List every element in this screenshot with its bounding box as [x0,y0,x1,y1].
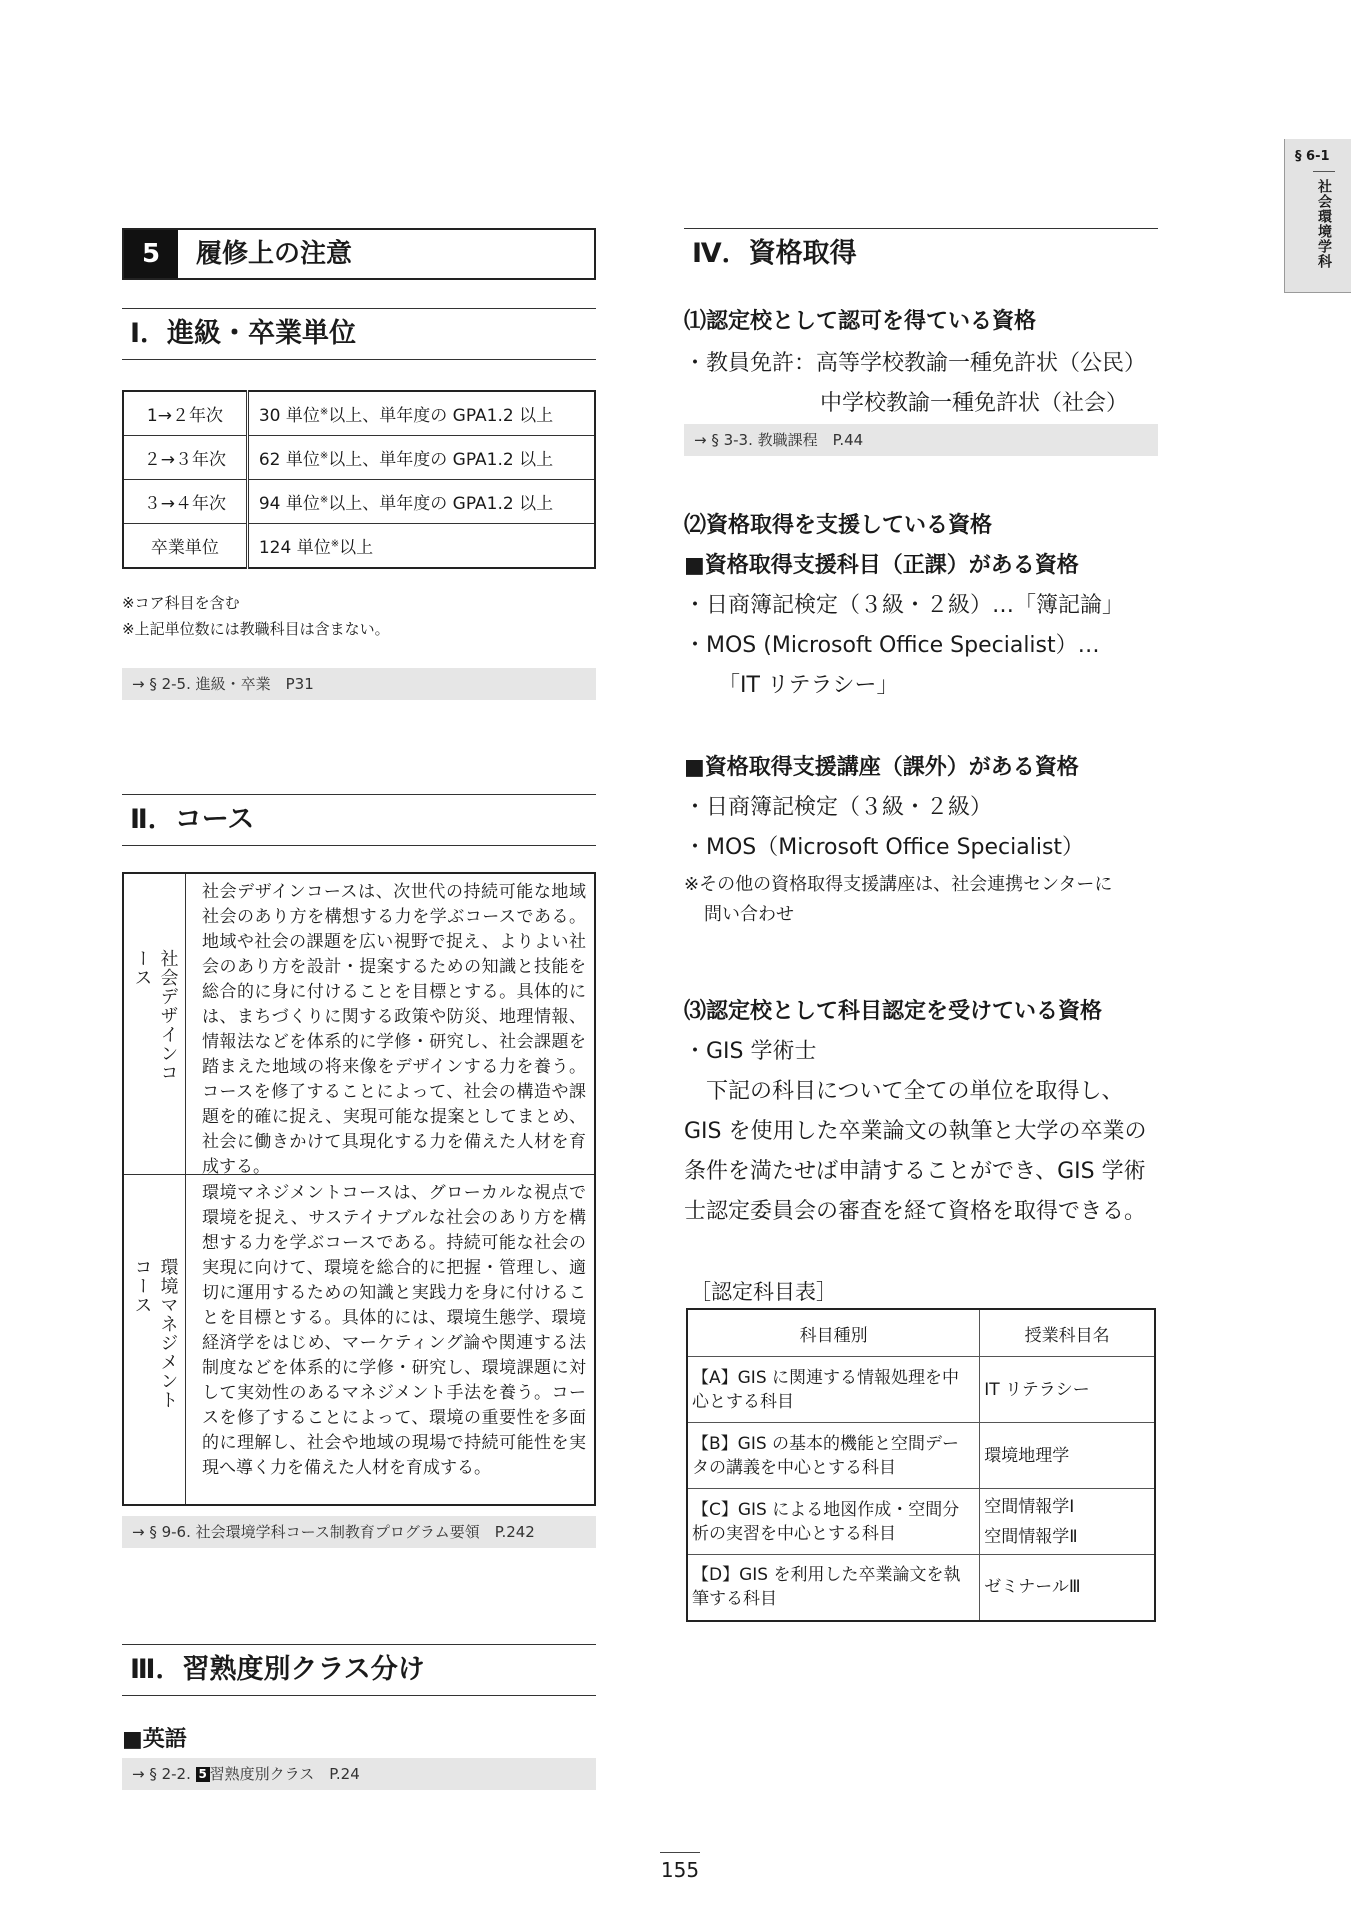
subject-type: 【A】GIS に関連する情報処理を中心とする科目 [687,1357,980,1423]
course-table [122,872,596,1506]
table-row [123,436,595,480]
side-tab-label: 社会環境学科 [1316,179,1332,269]
support-courses-heading: ■資格取得支援講座（課外）がある資格 [684,755,1079,780]
units-value: 124 単位※以上 [247,524,595,569]
section-number: 5 [124,230,178,278]
table-row [687,1489,1155,1555]
course-name: 社会デザインコース [131,949,179,1082]
subject-name: 空間情報学Ⅰ [984,1496,1075,1517]
units-label: ２→３年次 [123,436,247,480]
section-badge: 5 [196,1767,210,1782]
heading-class-split: Ⅲ．習熟度別クラス分け [122,1644,596,1696]
subject-type: 【D】GIS を利用した卒業論文を執筆する科目 [687,1555,980,1621]
gis-paragraph-line: 士認定委員会の審査を経て資格を取得できる。 [684,1199,1147,1224]
support-subjects-heading: ■資格取得支援科目（正課）がある資格 [684,553,1079,578]
subject-name: ゼミナールⅢ [980,1555,1155,1621]
subsection-3-title: ⑶認定校として科目認定を受けている資格 [684,999,1103,1024]
course-name: 環境マネジメントコース [131,1257,179,1410]
support-note-line-2: 問い合わせ [704,904,794,925]
units-label: ３→４年次 [123,480,247,524]
subject-type: 【B】GIS の基本的機能と空間データの講義を中心とする科目 [687,1423,980,1489]
units-note-2: ※上記単位数には教職科目は含まない。 [122,620,390,638]
teacher-license-line-1: ・教員免許：高等学校教諭一種免許状（公民） [684,351,1147,376]
support-subject-item: 「IT リテラシー」 [718,673,899,698]
certification-table [686,1308,1156,1622]
table-caption: ［認定科目表］ [690,1280,837,1304]
support-note-line-1: ※その他の資格取得支援講座は、社会連携センターに [684,874,1113,895]
reference-teaching: → § 3-3. 教職課程 P.44 [684,424,1158,456]
course-row [124,874,594,1175]
side-tab-section: § 6-1 [1295,149,1330,164]
reference-course: → § 9-6. 社会環境学科コース制教育プログラム要領 P.242 [122,1516,596,1548]
support-subject-item: ・MOS (Microsoft Office Specialist）… [684,633,1100,658]
table-row [123,524,595,569]
subject-name: 空間情報学Ⅱ [984,1526,1078,1547]
side-tab [1284,139,1351,293]
course-name-cell [124,874,186,1174]
column-header: 科目種別 [687,1309,980,1357]
gis-item: ・GIS 学術士 [684,1039,817,1064]
heading-qualifications: Ⅳ．資格取得 [684,228,1158,280]
heading-course: Ⅱ．コース [122,794,596,846]
subsection-2-title: ⑵資格取得を支援している資格 [684,513,993,538]
table-row [687,1423,1155,1489]
table-row [687,1555,1155,1621]
course-row [124,1175,594,1504]
course-description: 社会デザインコースは、次世代の持続可能な地域社会のあり方を構想する力を学ぶコースである。地域や社会の課題を広い視野で捉え、よりよい社会のあり方を設計・提案するための知識と技能を総合的に身に付けることを目標とする。具体的には、まちづくりに関する政策や防災、地理情報、情報法などを体系的に学修・研究し、社会課題を踏まえた地域の将来像をデザインする力を養う。コースを修了することによって、社会の構造や課題を的確に捉え、実現可能な提案としてまとめ、社会に働きかけて具現化する力を備えた人材を育成する。 [202,882,586,1177]
column-header: 授業科目名 [980,1309,1155,1357]
units-note-1: ※コア科目を含む [122,594,240,612]
reference-english: → § 2-2. 5 習熟度別クラス P.24 [122,1758,596,1790]
gis-paragraph-line: 条件を満たせば申請することができ、GIS 学術 [684,1159,1146,1184]
support-course-item: ・MOS（Microsoft Office Specialist） [684,835,1085,860]
section-heading [122,228,596,280]
units-value: 30 単位※以上、単年度の GPA1.2 以上 [247,391,595,436]
gis-paragraph-line: GIS を使用した卒業論文の執筆と大学の卒業の [684,1119,1147,1144]
subject-type: 【C】GIS による地図作成・空間分析の実習を中心とする科目 [687,1489,980,1555]
teacher-license-line-2: 中学校教諭一種免許状（社会） [820,391,1129,416]
section-title: 履修上の注意 [196,239,353,269]
support-subject-item: ・日商簿記検定（３級・２級）…「簿記論」 [684,593,1125,618]
table-header-row [687,1309,1155,1357]
course-name-cell [124,1175,186,1504]
table-row [123,391,595,436]
support-course-item: ・日商簿記検定（３級・２級） [684,795,993,820]
gis-paragraph-line: 下記の科目について全ての単位を取得し、 [706,1079,1124,1104]
units-value: 94 単位※以上、単年度の GPA1.2 以上 [247,480,595,524]
units-value: 62 単位※以上、単年度の GPA1.2 以上 [247,436,595,480]
units-table [122,390,596,569]
subject-name: IT リテラシー [980,1357,1155,1423]
heading-progression: Ⅰ．進級・卒業単位 [122,308,596,360]
table-row [687,1357,1155,1423]
units-label: 卒業単位 [123,524,247,569]
page-number-rule [660,1852,700,1853]
reference-progression: → § 2-5. 進級・卒業 P31 [122,668,596,700]
units-label: 1→２年次 [123,391,247,436]
subject-name: 環境地理学 [980,1423,1155,1489]
table-row [123,480,595,524]
page-number: 155 [660,1858,700,1882]
english-heading: ■英語 [122,1727,187,1752]
subsection-1-title: ⑴認定校として認可を得ている資格 [684,309,1037,334]
course-description: 環境マネジメントコースは、グローカルな視点で環境を捉え、サステイナブルな社会のあり方を構想する力を学ぶコースである。持続可能な社会の実現に向けて、環境を総合的に把握・管理し、適切に運用するための知識と実践力を身に付けることを目標とする。具体的には、環境生態学、環境経済学をはじめ、マーケティング論や関連する法制度などを体系的に学修・研究し、環境課題に対して実効性のあるマネジメント手法を養う。コースを修了することによって、環境の重要性を多面的に理解し、社会や地域の現場で持続可能性を実現へ導く力を備えた人材を育成する。 [202,1183,586,1478]
subject-names [980,1489,1155,1555]
side-tab-divider [1313,171,1335,172]
